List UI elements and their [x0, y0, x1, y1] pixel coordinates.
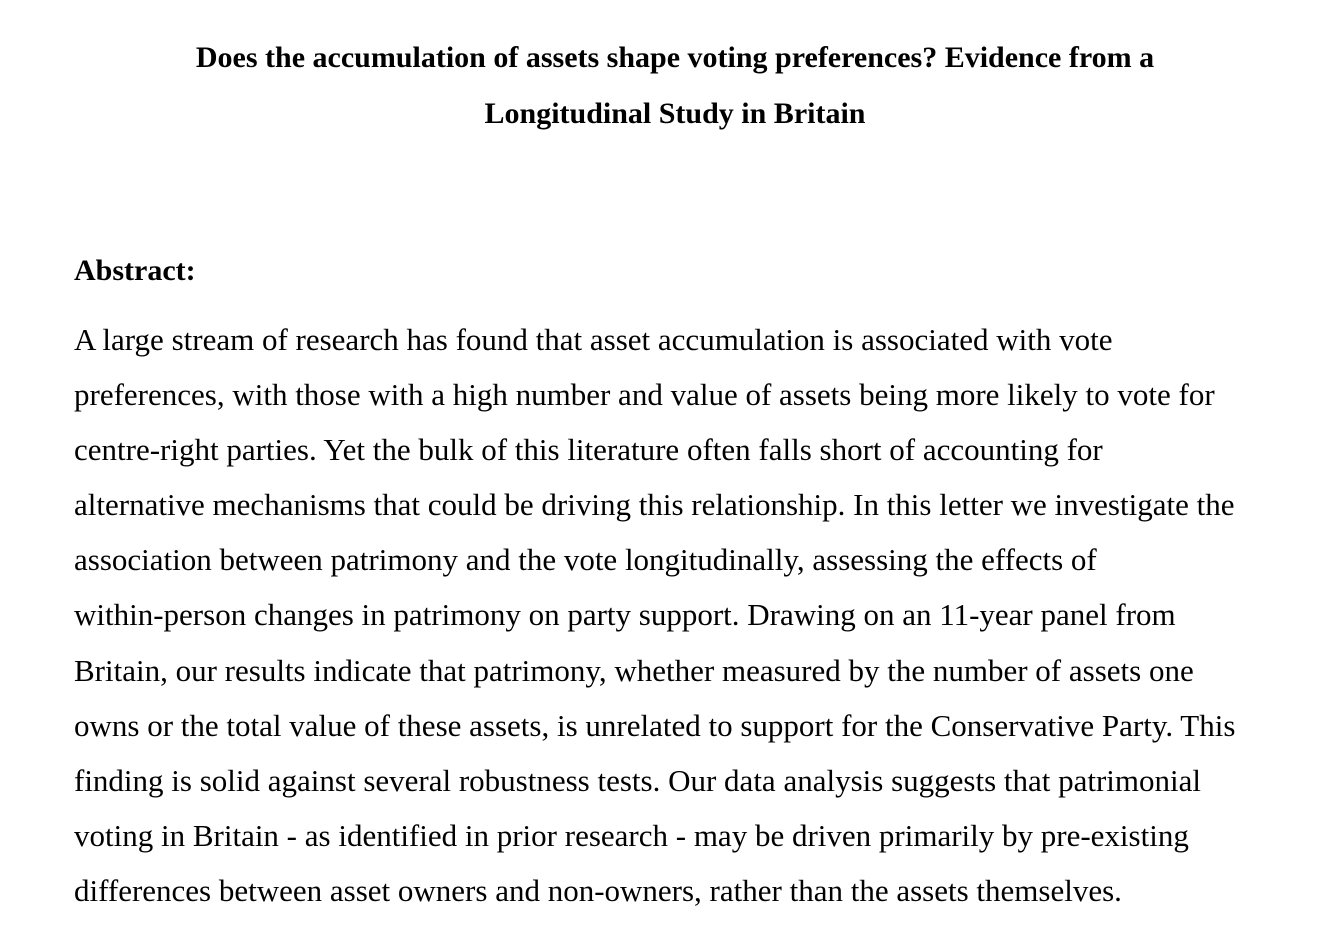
- abstract-heading: Abstract:: [74, 254, 196, 287]
- abstract-line: alternative mechanisms that could be driving this relationship. In this letter we investigate the: [74, 487, 1235, 523]
- abstract-line: owns or the total value of these assets, is unrelated to support for the Conservative Party. This: [74, 707, 1236, 743]
- abstract-line: A large stream of research has found that asset accumulation is associated with vote: [74, 322, 1113, 357]
- abstract-line: Britain, our results indicate that patrimony, whether measured by the number of assets one: [74, 652, 1194, 688]
- abstract-line: preferences, with those with a high number and value of assets being more likely to vote for: [74, 377, 1215, 413]
- abstract-line: association between patrimony and the vote longitudinally, assessing the effects of: [74, 542, 1097, 578]
- title-line: Longitudinal Study in Britain: [484, 97, 866, 130]
- abstract-line: finding is solid against several robustness tests. Our data analysis suggests that patrimonial: [74, 762, 1202, 798]
- paper-title: [120, 30, 1230, 142]
- abstract-line: differences between asset owners and non-owners, rather than the assets themselves.: [74, 872, 1122, 908]
- title-line: Does the accumulation of assets shape voting preferences? Evidence from a: [195, 41, 1155, 74]
- abstract-line: voting in Britain - as identified in prior research - may be driven primarily by pre-existing: [74, 817, 1189, 853]
- abstract-line: centre-right parties. Yet the bulk of this literature often falls short of accounting for: [74, 432, 1103, 468]
- abstract-body: [74, 312, 1279, 918]
- abstract-line: within-person changes in patrimony on party support. Drawing on an 11-year panel from: [74, 597, 1176, 633]
